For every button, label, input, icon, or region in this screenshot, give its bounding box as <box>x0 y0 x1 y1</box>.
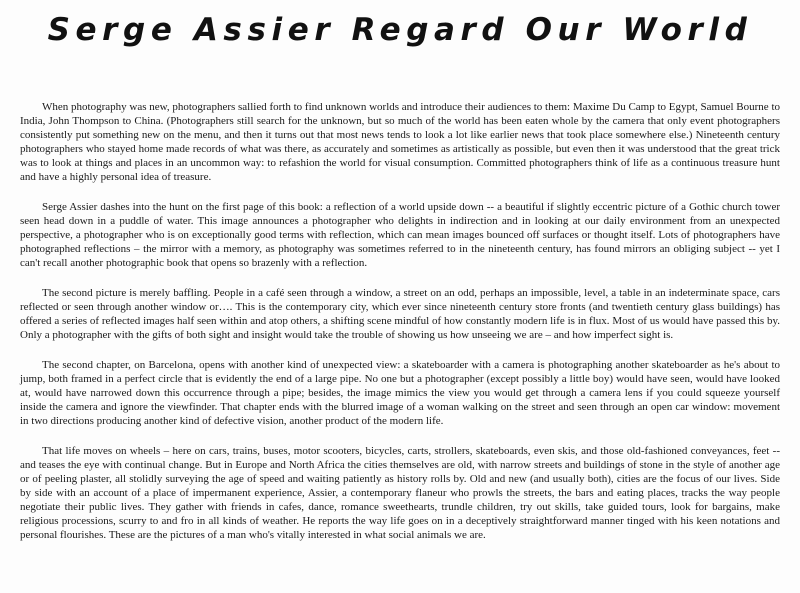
document-body <box>20 100 780 558</box>
paragraph-4: The second chapter, on Barcelona, opens with another kind of unexpected view: a skateboarder with a camera is photographing another skateboarder as he's about to jump, both framed in a perfect circle that is evidently the end of a large pipe. No one but a photographer (except possibly a little boy) would have seen, would have looked at, would have narrowed down this occurrence through a pipe; besides, the image mimics the view you would get through a camera lens if you could squeeze yourself inside the camera and ignore the viewfinder. That chapter ends with the blurred image of a woman walking on the street and seen through an open car window: movement in two directions producing another kind of defective vision, another product of the modern life. <box>20 358 780 428</box>
paragraph-3: The second picture is merely baffling. People in a café seen through a window, a street on an odd, perhaps an impossible, level, a table in an indeterminate space, cars reflected or seen through another window or…. This is the contemporary city, which ever since nineteenth century store fronts (and twentieth century glass buildings) has offered a series of reflected images half seen within and atop others, a shifting scene mindful of how constantly modern life is in flux. Most of us would have passed this by. Only a photographer with the gifts of both sight and insight would take the trouble of showing us how unseeing we are – and how imperfect sight is. <box>20 287 780 342</box>
paragraph-2: Serge Assier dashes into the hunt on the first page of this book: a reflection of a world upside down -- a beautiful if slightly eccentric picture of a Gothic church tower seen head down in a puddle of water. This image announces a photographer who delights in indirection and in looking at our daily environment from an unexpected perspective, a photographer who is on exceptionally good terms with reflection, which can mean images bounced off surfaces or thought itself. Lots of photographers have photographed reflections – the mirror with a memory, as photography was sometimes referred to in the nineteenth century, has found mirrors an obliging subject -- yet I can't recall another photographic book that opens so brazenly with a reflection. <box>20 201 780 270</box>
paragraph-1: When photography was new, photographers sallied forth to find unknown worlds and introduce their audiences to them: Maxime Du Camp to Egypt, Samuel Bourne to India, John Thompson to China. (Photographers still search for the unknown, but so much of the world has been eaten whole by the camera that only event photographers consistently put something new on the menu, and then it turns out that most news tends to look a lot like earlier news that took place somewhere else.) Nineteenth century photographers who stayed home made records of what was there, as accurately and sometimes as artistically as possible, but even then it was understood that the great trick was to look at things and places in an uncommon way: to refashion the world for visual consumption. Committed photographers think of life as a continuous treasure hunt and have a highly personal idea of treasure. <box>20 101 780 184</box>
paragraph-5: That life moves on wheels – here on cars, trains, buses, motor scooters, bicycles, carts, strollers, skateboards, even skis, and those old-fashioned conveyances, feet -- and teases the eye with continual change. But in Europe and North Africa the cities themselves are old, with narrow streets and buildings of stone in the style of another age or of peeling plaster, all stolidly surveying the age of speed and waiting patiently as history rolls by. Old and new (and usually both), cities are the focus of our lives. Side by side with an account of a place of impermanent experience, Assier, a contemporary flaneur who prowls the streets, the bars and eating places, tracks the way people negotiate their public lives. They gather with friends in cafes, dance, romance sweethearts, trundle children, try out skills, take guided tours, look for bargains, make religious processions, scurry to and fro in all kinds of weather. He reports the way life goes on in a deceptively straightforward manner tinged with his keen notations and personal flourishes. These are the pictures of a man who's vitally interested in what social animals we are. <box>20 444 780 542</box>
document-title: Serge Assier Regard Our World <box>47 12 753 48</box>
